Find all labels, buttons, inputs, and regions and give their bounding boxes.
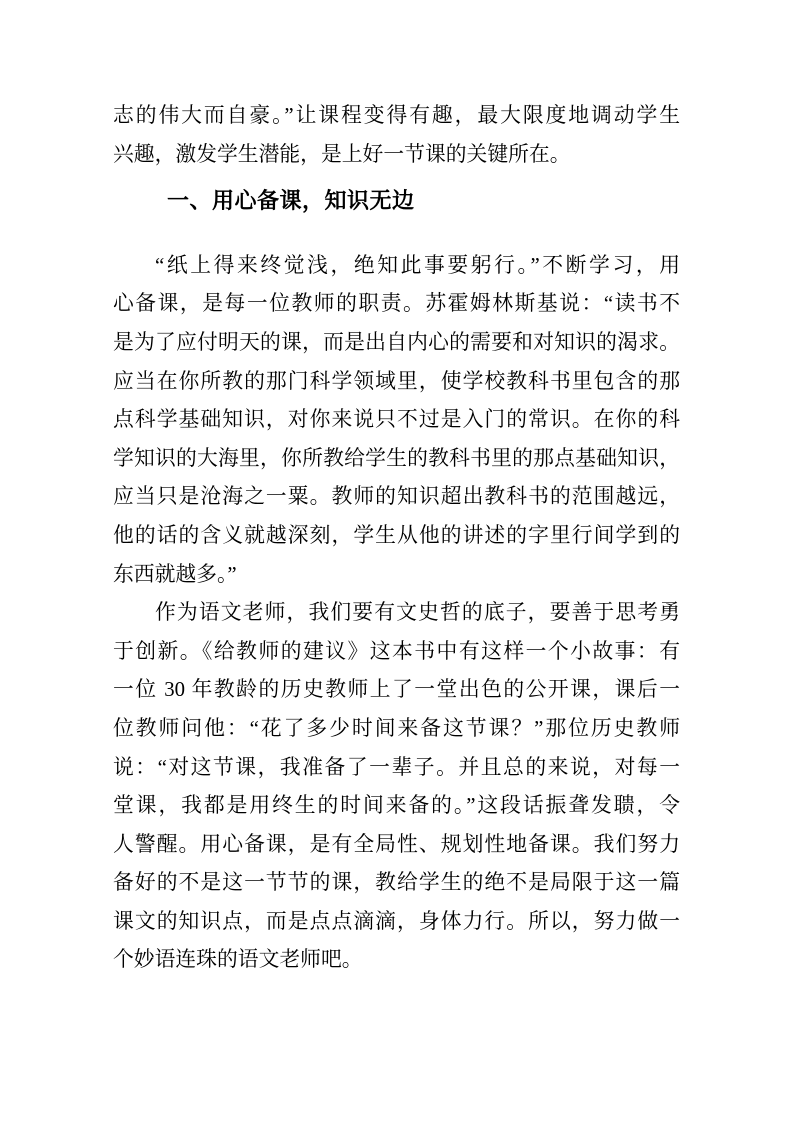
text-line: 堂课，我都是用终生的时间来备的。”这段话振聋发聩，令 [113,794,680,818]
body-paragraph [113,594,680,980]
text-line: 心备课，是每一位教师的职责。苏霍姆林斯基说：“读书不 [113,292,680,316]
text-line: “纸上得来终觉浅，绝知此事要躬行。”不断学习，用 [155,253,680,277]
text-line: 备好的不是这一节节的课，教给学生的绝不是局限于这一篇 [113,871,680,895]
body-paragraph [113,247,680,594]
text-line: 于创新。《给教师的建议》这本书中有这样一个小故事：有 [113,639,680,663]
text-line: 位教师问他：“花了多少时间来备这节课？”那位历史教师 [113,716,680,740]
text-line: 他的话的含义就越深刻，学生从他的讲述的字里行间学到的 [113,523,680,547]
text-line: 应当只是沧海之一粟。教师的知识超出教科书的范围越远， [113,485,680,509]
text-line: 一位 30 年教龄的历史教师上了一堂出色的公开课，课后一 [113,678,680,702]
text-line: 作为语文老师，我们要有文史哲的底子，要善于思考勇 [155,601,680,625]
section-heading [113,182,680,221]
text-line: 志的伟大而自豪。”让课程变得有趣，最大限度地调动学生 [113,104,680,127]
text-line: 个妙语连珠的语文老师吧。 [113,948,363,972]
heading-line: 一、用心备课，知识无边 [167,188,415,214]
text-line: 兴趣，激发学生潜能，是上好一节课的关键所在。 [113,142,571,166]
document-content [113,97,680,980]
text-line: 人警醒。用心备课，是有全局性、规划性地备课。我们努力 [113,832,680,856]
text-line: 点科学基础知识，对你来说只不过是入门的常识。在你的科 [113,408,680,432]
text-line: 课文的知识点，而是点点滴滴，身体力行。所以，努力做一 [113,909,680,933]
text-line: 东西就越多。” [113,562,237,586]
text-line: 学知识的大海里，你所教给学生的教科书里的那点基础知识， [113,446,680,470]
text-line: 说：“对这节课，我准备了一辈子。并且总的来说，对每一 [113,755,680,779]
body-paragraph [113,97,680,174]
text-line: 是为了应付明天的课，而是出自内心的需要和对知识的渴求。 [113,330,680,354]
text-line: 应当在你所教的那门科学领域里，使学校教科书里包含的那 [113,369,680,393]
